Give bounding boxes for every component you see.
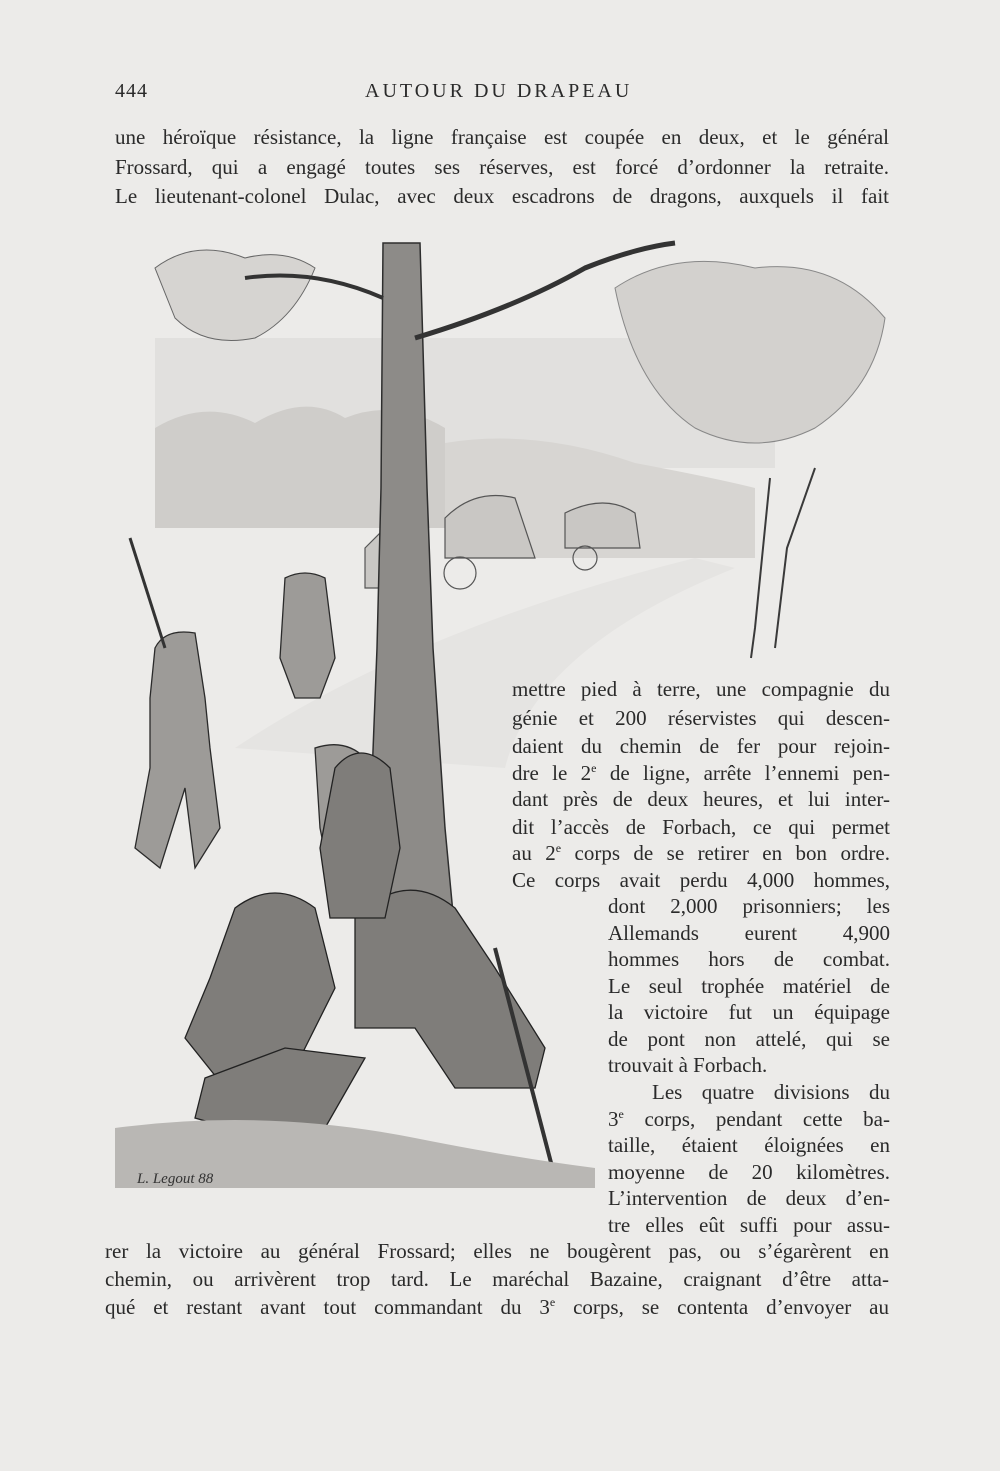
text-line: Frossard, qui a engagé toutes ses réserves, est forcé d’ordonner la retraite. [115, 155, 889, 179]
text-line: Les quatre divisions du [652, 1080, 890, 1104]
text-line: au 2e corps de se retirer en bon ordre. [512, 841, 890, 865]
artist-signature: L. Legout 88 [137, 1171, 214, 1187]
running-title: AUTOUR DU DRAPEAU [365, 80, 633, 102]
text-line: génie et 200 réservistes qui descen- [512, 706, 890, 730]
text-line: Ce corps avait perdu 4,000 hommes, [512, 868, 890, 892]
text-line: daient du chemin de fer pour rejoin- [512, 734, 890, 758]
text-line: chemin, ou arrivèrent trop tard. Le maréchal Bazaine, craignant d’être atta- [105, 1267, 889, 1291]
text-line: Allemands eurent 4,900 [608, 921, 890, 945]
text-line: Le lieutenant-colonel Dulac, avec deux escadrons de dragons, auxquels il fait [115, 184, 889, 208]
page-number: 444 [115, 80, 148, 102]
text-line: dant près de deux heures, et lui inter- [512, 787, 890, 811]
text-line: taille, étaient éloignées en [608, 1133, 890, 1157]
text-line: trouvait à Forbach. [608, 1053, 768, 1077]
text-line: rer la victoire au général Frossard; elles ne bougèrent pas, ou s’égarèrent en [105, 1239, 889, 1263]
text-line: dont 2,000 prisonniers; les [608, 894, 890, 918]
text-line: moyenne de 20 kilomètres. [608, 1160, 890, 1184]
text-line: tre elles eût suffi pour assu- [608, 1213, 890, 1237]
text-line: dit l’accès de Forbach, ce qui permet [512, 815, 890, 839]
text-line: L’intervention de deux d’en- [608, 1186, 890, 1210]
text-line: mettre pied à terre, une compagnie du [512, 677, 890, 701]
running-header [115, 80, 890, 110]
text-line: dre le 2e de ligne, arrête l’ennemi pen- [512, 761, 890, 785]
text-line: qué et restant avant tout commandant du 3e corps, se contenta d’envoyer au [105, 1295, 889, 1319]
text-line: hommes hors de combat. [608, 947, 890, 971]
text-line: de pont non attelé, qui se [608, 1027, 890, 1051]
text-line: une héroïque résistance, la ligne française est coupée en deux, et le général [115, 125, 889, 149]
text-line: 3e corps, pendant cette ba- [608, 1107, 890, 1131]
text-line: Le seul trophée matériel de [608, 974, 890, 998]
text-line: la victoire fut un équipage [608, 1000, 890, 1024]
